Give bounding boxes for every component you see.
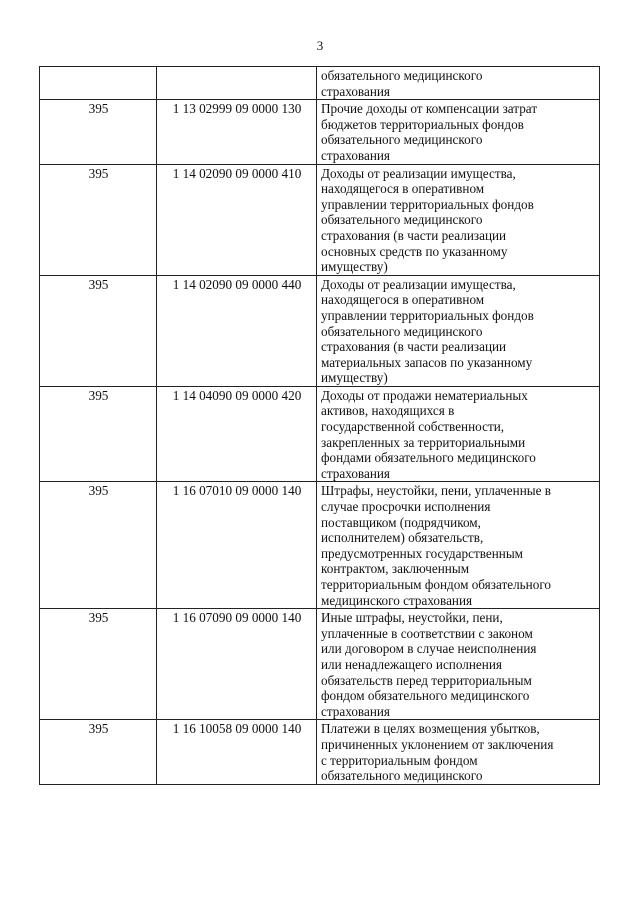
revenue-name-line: обязательного медицинского — [321, 68, 483, 83]
revenue-name-line: предусмотренных государственным — [321, 545, 524, 561]
table-row — [40, 67, 600, 100]
revenue-name-line: поставщиком (подрядчиком, — [321, 514, 481, 530]
revenue-name-line: Прочие доходы от компенсации затрат — [321, 101, 538, 117]
table-body — [40, 67, 600, 785]
revenue-name-line: фондом обязательного медицинского — [321, 688, 530, 704]
revenue-name-line: Доходы от реализации имущества, — [321, 165, 516, 181]
revenue-name-line: контрактом, заключенным — [321, 561, 470, 577]
revenue-name-line: причиненных уклонением от заключения — [321, 736, 554, 752]
budget-code-cell: 1 13 02999 09 0000 130 — [157, 100, 317, 164]
admin-code-cell — [40, 67, 157, 100]
table-row — [40, 275, 600, 386]
revenue-name-cell — [317, 720, 600, 784]
revenue-name-line: Доходы от продажи нематериальных — [321, 387, 528, 403]
revenue-name-line: медицинского страхования — [321, 592, 473, 608]
revenue-name-line: Иные штрафы, неустойки, пени, — [321, 610, 503, 626]
budget-code-cell — [157, 67, 317, 100]
revenue-name-cell — [317, 482, 600, 609]
admin-code-cell: 395 — [40, 100, 157, 164]
revenue-name-line: управлении территориальных фондов — [321, 196, 534, 212]
admin-code-cell: 395 — [40, 482, 157, 609]
revenue-name-line: Штрафы, неустойки, пени, уплаченные в — [321, 483, 552, 499]
revenue-name-line: основных средств по указанному — [321, 243, 508, 259]
revenue-name-cell — [317, 609, 600, 720]
revenue-name-line: Платежи в целях возмещения убытков, — [321, 721, 540, 737]
revenue-name-line: обязательного медицинского — [321, 768, 483, 784]
revenue-name-line: страхования — [321, 83, 390, 99]
budget-code-cell: 1 16 07010 09 0000 140 — [157, 482, 317, 609]
revenue-name-cell — [317, 275, 600, 386]
revenue-name-line: страхования — [321, 465, 390, 481]
revenue-name-line: или ненадлежащего исполнения — [321, 656, 502, 672]
revenue-name-line: уплаченные в соответствии с законом — [321, 625, 533, 641]
budget-code-cell: 1 16 07090 09 0000 140 — [157, 609, 317, 720]
table-row — [40, 720, 600, 784]
revenue-name-line: случае просрочки исполнения — [321, 499, 491, 515]
admin-code-cell: 395 — [40, 164, 157, 275]
budget-code-cell: 1 14 02090 09 0000 440 — [157, 275, 317, 386]
revenue-name-line: обязательств перед территориальным — [321, 672, 532, 688]
revenue-name-line: государственной собственности, — [321, 419, 505, 435]
revenue-name-line: обязательного медицинского — [321, 323, 483, 339]
revenue-name-line: управлении территориальных фондов — [321, 307, 534, 323]
revenue-codes-table — [39, 66, 600, 785]
revenue-name-cell — [317, 100, 600, 164]
revenue-name-line: страхования (в части реализации — [321, 227, 507, 243]
budget-code-cell: 1 14 04090 09 0000 420 — [157, 386, 317, 482]
revenue-name-line: имуществу) — [321, 370, 388, 386]
table-row — [40, 386, 600, 482]
admin-code-cell: 395 — [40, 720, 157, 784]
revenue-name-line: обязательного медицинского — [321, 132, 483, 148]
revenue-name-cell — [317, 164, 600, 275]
revenue-name-line: активов, находящихся в — [321, 403, 455, 419]
revenue-name-cell — [317, 386, 600, 482]
page-number: 3 — [316, 38, 324, 53]
revenue-name-line: территориальным фондом обязательного — [321, 577, 552, 592]
revenue-name-line: находящегося в оперативном — [321, 292, 485, 308]
revenue-name-line: закрепленных за территориальными — [321, 434, 526, 450]
admin-code-cell: 395 — [40, 609, 157, 720]
revenue-name-line: обязательного медицинского — [321, 212, 483, 228]
revenue-name-line: находящегося в оперативном — [321, 181, 485, 197]
budget-code-cell: 1 14 02090 09 0000 410 — [157, 164, 317, 275]
revenue-name-line: имуществу) — [321, 259, 388, 275]
table-row — [40, 482, 600, 609]
revenue-name-line: материальных запасов по указанному — [321, 354, 533, 370]
revenue-name-line: бюджетов территориальных фондов — [321, 116, 524, 132]
table-row — [40, 100, 600, 164]
revenue-name-line: страхования — [321, 703, 390, 719]
revenue-name-line: Доходы от реализации имущества, — [321, 276, 516, 292]
revenue-name-line: или договором в случае неисполнения — [321, 641, 537, 657]
revenue-name-line: с территориальным фондом — [321, 752, 478, 768]
revenue-name-line: страхования (в части реализации — [321, 339, 507, 355]
revenue-name-line: страхования — [321, 147, 390, 163]
table-row — [40, 164, 600, 275]
budget-code-cell: 1 16 10058 09 0000 140 — [157, 720, 317, 784]
revenue-name-line: фондами обязательного медицинского — [321, 450, 536, 466]
admin-code-cell: 395 — [40, 386, 157, 482]
revenue-name-line: исполнителем) обязательств, — [321, 530, 484, 546]
admin-code-cell: 395 — [40, 275, 157, 386]
table-row — [40, 609, 600, 720]
revenue-name-cell — [317, 67, 600, 100]
